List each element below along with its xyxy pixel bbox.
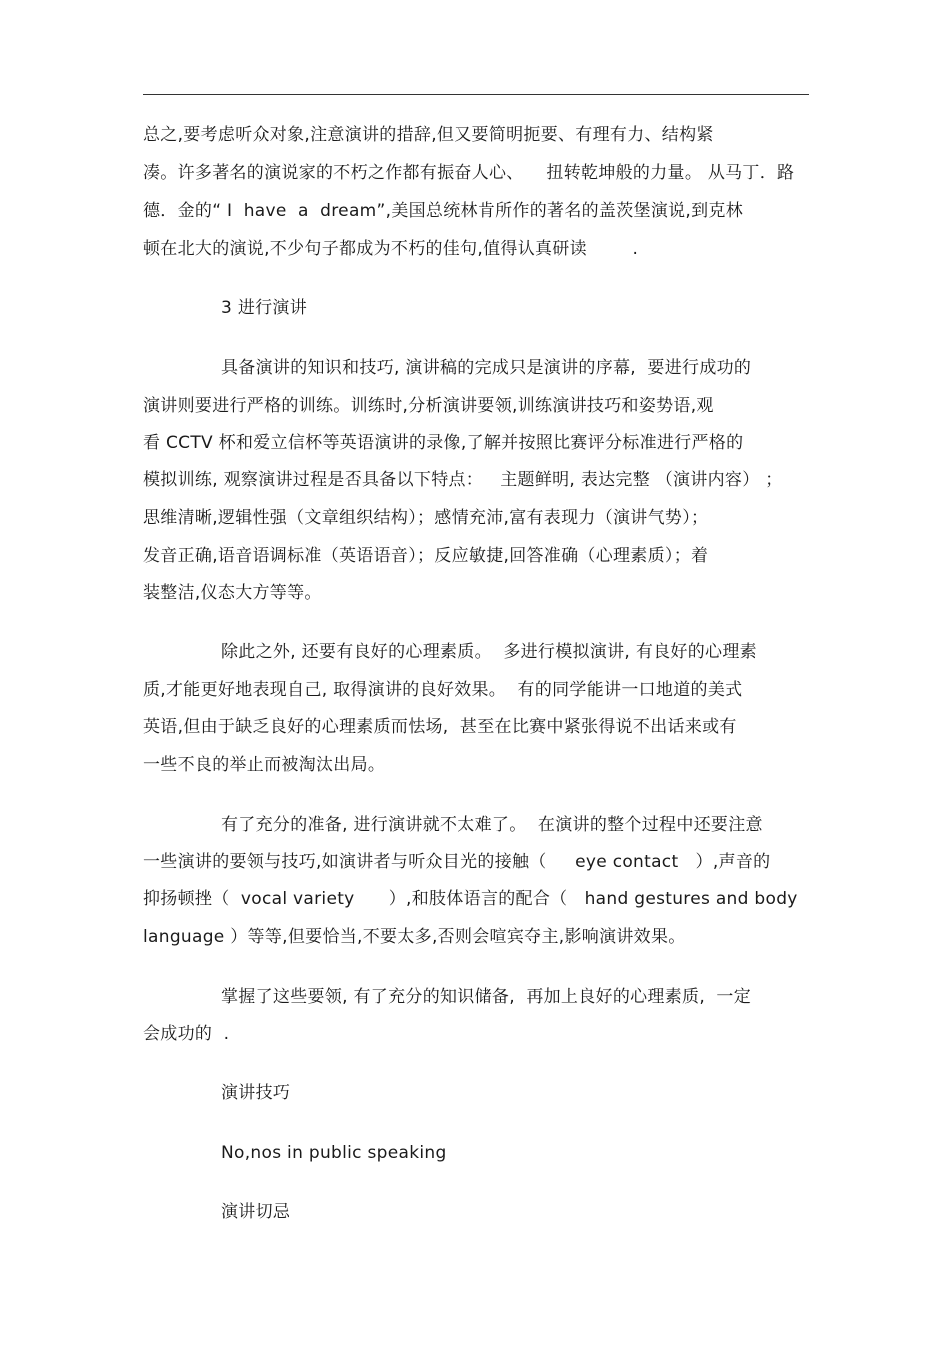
paragraph1-line-3: 德．金的“ I have a dream”,美国总统林肯所作的著名的盖茨堡演说,到克林: [143, 201, 744, 221]
paragraph4-line-3: 抑扬顿挫（ vocal variety ）,和肢体语言的配合（ hand gestures and body: [143, 889, 798, 909]
paragraph3-line-4: 一些不良的举止而被淘汰出局。: [143, 755, 386, 775]
heading-english-nonos: No,nos in public speaking: [221, 1143, 447, 1163]
heading-speech-taboos: 演讲切忌: [221, 1202, 291, 1222]
paragraph2-line-2: 演讲则要进行严格的训练。训练时,分析演讲要领,训练演讲技巧和姿势语,观: [143, 396, 714, 416]
paragraph1-line-1: 总之,要考虑听众对象,注意演讲的措辞,但又要简明扼要、有理有力、结构紧: [143, 125, 714, 145]
paragraph5-line-1: 掌握了这些要领, 有了充分的知识储备, 再加上良好的心理素质, 一定: [221, 987, 752, 1007]
paragraph2-line-1: 具备演讲的知识和技巧, 演讲稿的完成只是演讲的序幕, 要进行成功的: [221, 358, 752, 378]
paragraph2-line-4: 模拟训练, 观察演讲过程是否具备以下特点： 主题鲜明, 表达完整 （演讲内容） ；: [143, 470, 783, 490]
paragraph2-line-3: 看 CCTV 杯和爱立信杯等英语演讲的录像,了解并按照比赛评分标准进行严格的: [143, 433, 744, 453]
paragraph2-line-7: 装整洁,仪态大方等等。: [143, 583, 322, 603]
paragraph1-line-4: 顿在北大的演说,不少句子都成为不朽的佳句,值得认真研读 .: [143, 239, 639, 259]
paragraph3-line-3: 英语,但由于缺乏良好的心理素质而怯场, 甚至在比赛中紧张得说不出话来或有: [143, 717, 737, 737]
paragraph3-line-2: 质,才能更好地表现自己, 取得演讲的良好效果。 有的同学能讲一口地道的美式: [143, 680, 743, 700]
heading-speech-tips: 演讲技巧: [221, 1083, 291, 1103]
paragraph2-line-5: 思维清晰,逻辑性强（文章组织结构）；感情充沛,富有表现力（演讲气势）；: [143, 508, 709, 528]
paragraph4-line-1: 有了充分的准备, 进行演讲就不太难了。 在演讲的整个过程中还要注意: [221, 815, 763, 835]
paragraph3-line-1: 除此之外, 还要有良好的心理素质。 多进行模拟演讲, 有良好的心理素: [221, 642, 757, 662]
paragraph4-line-4: language ）等等,但要恰当,不要太多,否则会喧宾夺主,影响演讲效果。: [143, 927, 686, 947]
section-heading: 3 进行演讲: [221, 298, 308, 318]
paragraph2-line-6: 发音正确,语音语调标准（英语语音）；反应敏捷,回答准确（心理素质）；着: [143, 546, 709, 566]
paragraph4-line-2: 一些演讲的要领与技巧,如演讲者与听众目光的接触（ eye contact ）,声音的: [143, 852, 771, 872]
paragraph5-line-2: 会成功的 .: [143, 1024, 230, 1044]
paragraph1-line-2: 凑。许多著名的演说家的不朽之作都有振奋人心、 扭转乾坤般的力量。 从马丁．路: [143, 163, 795, 183]
header-rule: [143, 94, 809, 95]
